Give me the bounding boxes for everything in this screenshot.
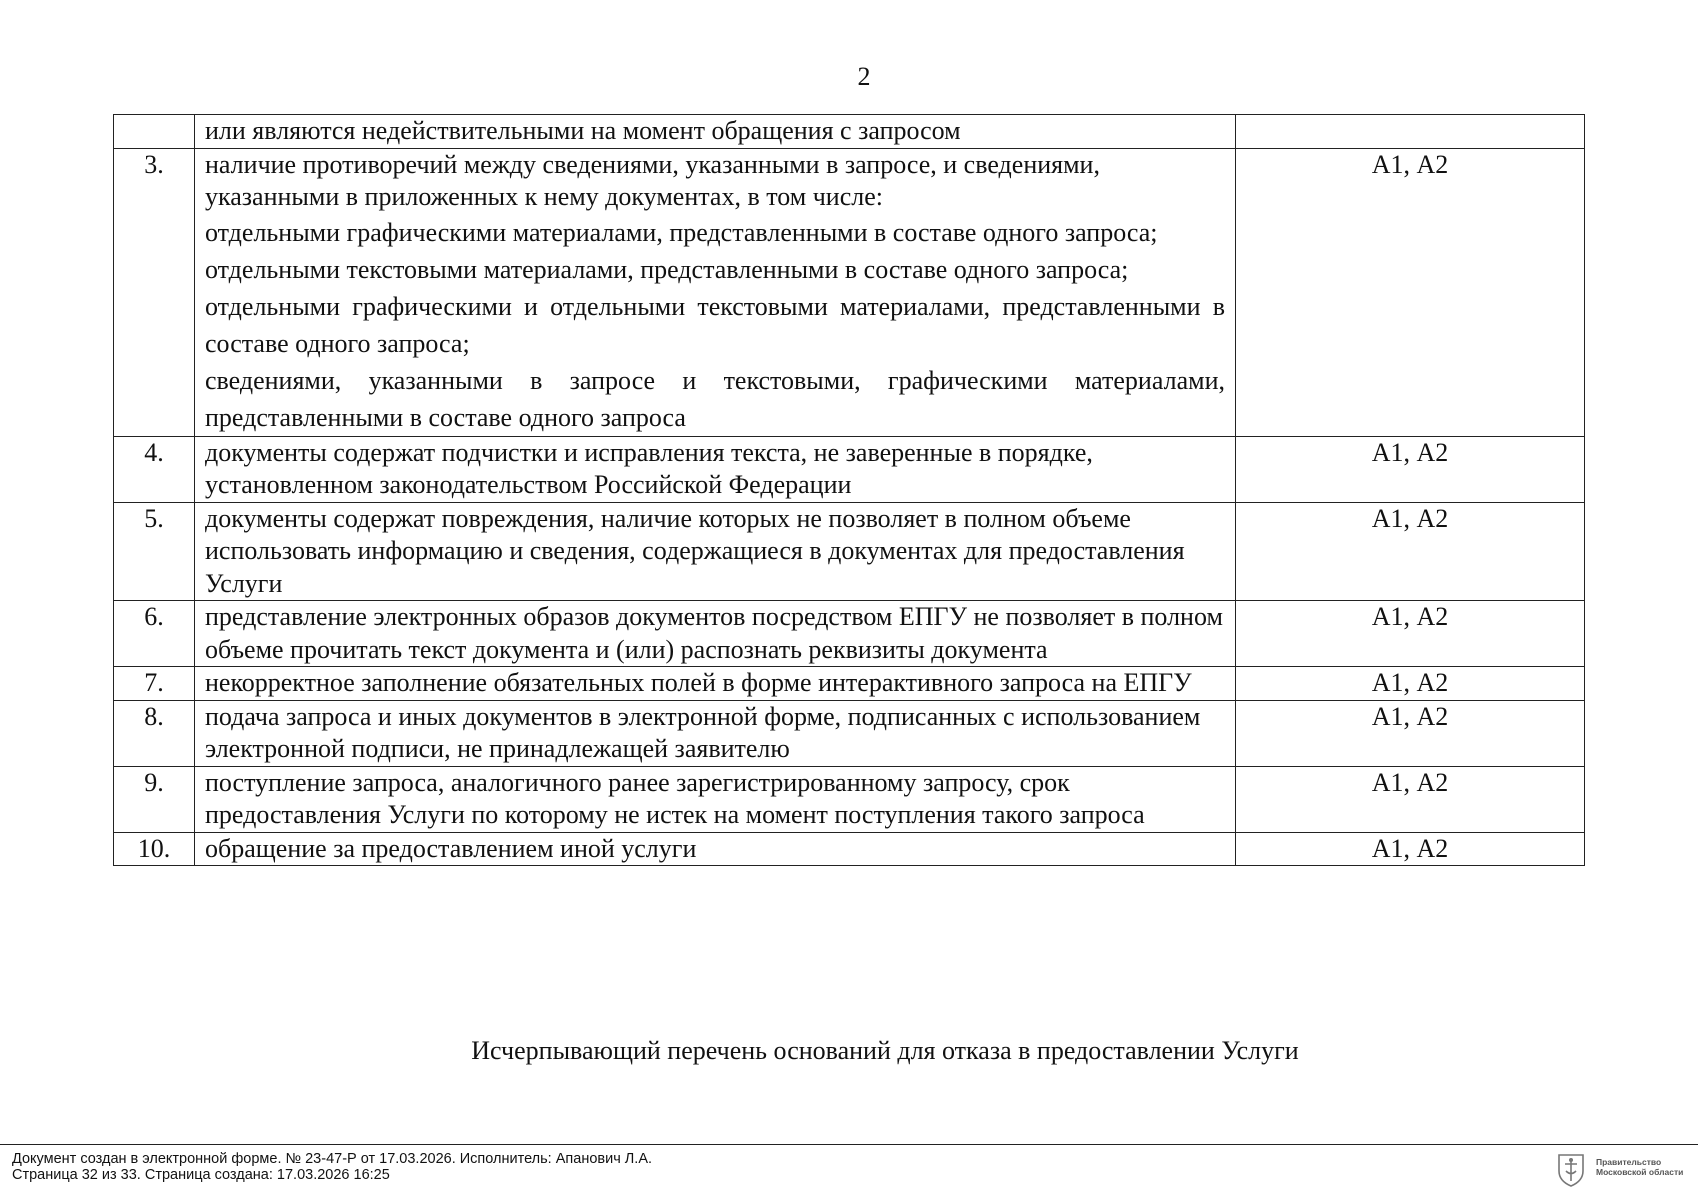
row-codes: [1236, 115, 1585, 149]
table-row: [114, 115, 1585, 149]
row-codes: А1, А2: [1236, 766, 1585, 832]
page-number: 2: [857, 62, 871, 91]
coat-of-arms-icon: [1556, 1151, 1586, 1187]
row-number: 7.: [114, 667, 195, 701]
table-row: [114, 667, 1585, 701]
table-row: [114, 436, 1585, 502]
row-paragraph: отдельными графическими материалами, представленными в составе одного запроса;: [205, 217, 1158, 247]
row-text: [195, 148, 1236, 436]
row-text: [195, 700, 1236, 766]
footer-page-line: Страница 32 из 33. Страница создана: 17.03.2026 16:25: [12, 1167, 390, 1183]
row-paragraph: подача запроса и иных документов в электронной форме, подписанных с использованием электронной подписи, не принадлежащей заявителю: [205, 701, 1201, 763]
row-number: 10.: [114, 832, 195, 866]
row-text: [195, 766, 1236, 832]
row-paragraph: или являются недействительными на момент обращения с запросом: [205, 116, 961, 145]
row-paragraph: наличие противоречий между сведениями, указанными в запросе, и сведениями, указанными в приложенных к нему документах, в том числе:: [205, 149, 1100, 211]
table-row: [114, 502, 1585, 601]
government-logo: [1556, 1149, 1696, 1189]
row-number: 8.: [114, 700, 195, 766]
row-number: 3.: [114, 148, 195, 436]
grounds-table: [113, 114, 1585, 866]
row-text: [195, 601, 1236, 667]
row-text: [195, 115, 1236, 149]
row-text: [195, 832, 1236, 866]
table-row: [114, 766, 1585, 832]
row-paragraph: документы содержат подчистки и исправления текста, не заверенные в порядке, установленном законодательством Российской Федерации: [205, 437, 1093, 499]
row-codes: А1, А2: [1236, 502, 1585, 601]
row-text: [195, 436, 1236, 502]
row-codes: А1, А2: [1236, 667, 1585, 701]
row-number: 5.: [114, 502, 195, 601]
row-number: 9.: [114, 766, 195, 832]
logo-text-line: Правительство: [1596, 1157, 1662, 1167]
logo-text: [1596, 1157, 1683, 1177]
footer-info: [12, 1151, 652, 1183]
row-number: [114, 115, 195, 149]
row-codes: А1, А2: [1236, 700, 1585, 766]
row-codes: А1, А2: [1236, 832, 1585, 866]
table-row: [114, 601, 1585, 667]
row-paragraph: сведениями, указанными в запросе и текстовыми, графическими материалами, представленными в составе одного запроса: [205, 365, 1225, 432]
table-row: [114, 832, 1585, 866]
row-paragraph: документы содержат повреждения, наличие которых не позволяет в полном объеме использовать информацию и сведения, содержащиеся в документах для предоставления Услуги: [205, 503, 1185, 598]
row-paragraph: обращение за предоставлением иной услуги: [205, 833, 697, 863]
footer-divider: [0, 1144, 1698, 1145]
row-text: [195, 502, 1236, 601]
logo-text-line: Московской области: [1596, 1167, 1684, 1177]
row-codes: А1, А2: [1236, 436, 1585, 502]
footer-document-line: Документ создан в электронной форме. № 23-47-Р от 17.03.2026. Исполнитель: Апанович Л.А.: [12, 1151, 653, 1167]
row-codes: А1, А2: [1236, 601, 1585, 667]
table-row: [114, 148, 1585, 436]
row-paragraph: некорректное заполнение обязательных полей в форме интерактивного запроса на ЕПГУ: [205, 668, 1192, 697]
row-paragraph: поступление запроса, аналогичного ранее зарегистрированному запросу, срок предоставления Услуги по которому не истек на момент поступления такого запроса: [205, 767, 1145, 829]
row-text: [195, 667, 1236, 701]
section-title: Исчерпывающий перечень оснований для отказа в предоставлении Услуги: [471, 1036, 1299, 1065]
row-paragraph: отдельными текстовыми материалами, представленными в составе одного запроса;: [205, 254, 1129, 284]
row-codes: А1, А2: [1236, 148, 1585, 436]
row-number: 4.: [114, 436, 195, 502]
row-paragraph: отдельными графическими и отдельными текстовыми материалами, представленными в составе одного запроса;: [205, 291, 1225, 358]
row-paragraph: представление электронных образов документов посредством ЕПГУ не позволяет в полном объеме прочитать текст документа и (или) распознать реквизиты документа: [205, 602, 1223, 664]
table-row: [114, 700, 1585, 766]
row-number: 6.: [114, 601, 195, 667]
